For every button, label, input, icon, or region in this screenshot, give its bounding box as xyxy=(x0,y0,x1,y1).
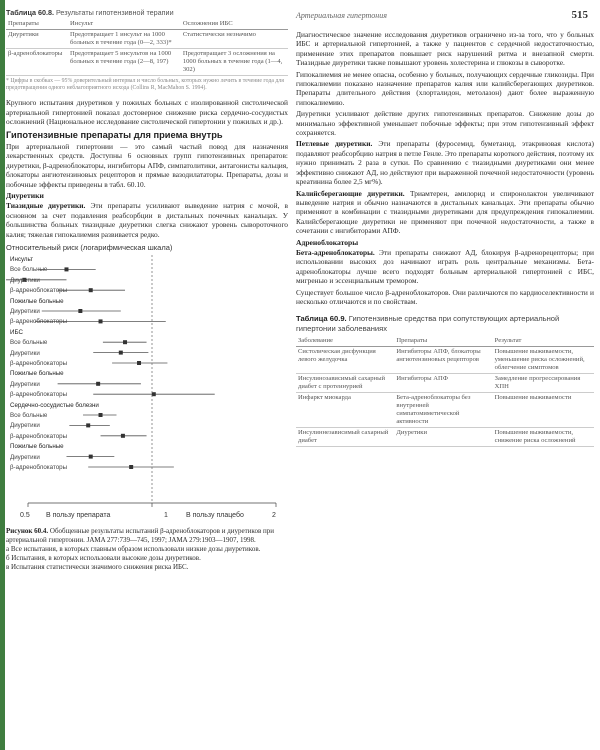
forest-row-label: Диуретики xyxy=(10,276,40,284)
table-cell: Диуретики xyxy=(8,31,39,39)
table-header-cell: Инсульт xyxy=(70,20,94,28)
forest-group-label: Пожилые больные xyxy=(10,443,64,451)
forest-row-label: β-адреноблокаторы xyxy=(10,432,68,440)
table-608-caption: Таблица 60.8. Результаты гипотензивной терапии xyxy=(6,8,174,17)
body-paragraph: Диагностическое значение исследования диуретиков ограничено из-за того, что у больных ИБС и артериальной гипертонией, а также у пациентов с сердечной недостаточностью, применение этих препаратов повышает риск нарушений ритма и внезапной смерти. Тиазидные диуретики также повышают уровень холестерина и глюкозы в сыворотке. xyxy=(296,30,594,68)
point-estimate xyxy=(123,340,127,344)
chart-title: Относительный риск (логарифмическая шкала) xyxy=(6,243,173,253)
table-header-cell: Заболевание xyxy=(298,337,333,345)
list-item: а Все испытания, в которых главным образом использовали низкие дозы диуретиков. xyxy=(6,545,261,554)
forest-row-label: β-адреноблокаторы xyxy=(10,287,68,295)
table-cell: Повышение выживаемости, уменьшение риска осложнений, облегчение симптомов xyxy=(494,348,585,372)
forest-row-label: β-адреноблокаторы xyxy=(10,360,68,368)
table-header-cell: Препараты xyxy=(396,337,428,345)
table-cell: Повышение выживаемости xyxy=(494,394,572,402)
table-cell: Инфаркт миокарда xyxy=(298,394,351,402)
forest-row-label: Диуретики xyxy=(10,422,40,430)
body-paragraph: Петлевые диуретики. Эти препараты (фуросемид, буметанид, этакриновая кислота) подавляют реабсорбцию натрия в петле Генле. Это препараты короткого действия, поэтому их нужно принимать 2 раза в сутки. По сравнению с тиазидными диуретиками они менее эффективно снижают АД, но действуют при выраженной почечной недостаточности (уровень креатинина более 2,5 мг%). xyxy=(296,139,594,187)
table-cell: β-адреноблокаторы xyxy=(8,50,63,58)
body-paragraph: Диуретики усиливают действие других гипотензивных препаратов. Снижение дозы до минимально эффективной уменьшает побочные эффекты; при этом гипотензивный эффект сохраняется. xyxy=(296,109,594,138)
forest-row-label: β-адреноблокаторы xyxy=(10,464,68,472)
forest-row-label: Диуретики xyxy=(10,349,40,357)
forest-row-label: Все больные xyxy=(10,266,48,274)
run-in-heading: Калийсберегающие диуретики. xyxy=(296,188,405,198)
table-cell: Статистически незначимо xyxy=(182,31,256,39)
page-edge-bar xyxy=(0,0,5,750)
point-estimate xyxy=(152,392,156,396)
forest-group-label: Пожилые больные xyxy=(10,297,64,305)
forest-row-label: Диуретики xyxy=(10,380,40,388)
point-estimate xyxy=(78,309,82,313)
forest-row-label: β-адреноблокаторы xyxy=(10,391,68,399)
table-row xyxy=(6,30,288,49)
body-paragraph: Гипокалиемия не менее опасна, особенно у больных, получающих сердечные гликозиды. При гипокалиемии показано назначение препаратов калия или калийсберегающих диуретиков. Препараты длительного действия (хлорталидон, метолазон) дают более выраженную гипокалиемию. xyxy=(296,69,594,107)
table-609-block xyxy=(296,314,594,447)
figure-caption: Рисунок 60.4. Обобщенные результаты испытаний β-адреноблокаторов и диуретиков при артериальной гипертонии. JAMA 277:739—745, 1997; JAMA 279:1903—1907, 1998. xyxy=(6,527,275,545)
left-column xyxy=(6,8,288,572)
table-row xyxy=(296,428,594,447)
table-cell: Предотвращает 5 инсультов на 1000 больных в течение года (2—8, 197) xyxy=(70,50,172,66)
table-cell: Ингибиторы АПФ xyxy=(396,375,448,383)
table-cell: Инсулинозависимый сахарный диабет с протеинурией xyxy=(298,375,386,391)
point-estimate xyxy=(99,319,103,323)
forest-row-label: β-адреноблокаторы xyxy=(10,318,68,326)
subsection-title: Адреноблокаторы xyxy=(296,237,359,247)
list-item: б Испытания, в которых использовали высокие дозы диуретиков. xyxy=(6,554,201,563)
table-609-caption: Таблица 60.9. Гипотензивные средства при сопутствующих артериальной гипертонии заболеваниях xyxy=(296,314,560,333)
favor-placebo-label: В пользу плацебо xyxy=(186,512,244,520)
page-number: 515 xyxy=(571,9,588,21)
table-cell: Бета-адреноблокаторы без внутренней симпатомиметической активности xyxy=(396,394,471,426)
forest-group-label: ИБС xyxy=(10,328,23,336)
axis-tick-label: 0.5 xyxy=(20,512,30,520)
section-title: Гипотензивные препараты для приема внутрь xyxy=(6,129,223,140)
body-paragraph: Бета-адреноблокаторы. Эти препараты снижают АД, блокируя β-адренорецепторы; при использовании высоких доз начинают играть роль центральные механизмы. Бета-адреноблокаторы лучше всего подходят больным артериальной гипертонией с ИБС, мигренью и эссенциальным тремором. xyxy=(296,247,595,286)
table-608 xyxy=(6,19,288,76)
table-cell: Диуретики xyxy=(396,429,428,437)
table-row xyxy=(296,347,594,374)
forest-group-label: Инсульт xyxy=(10,256,34,264)
body-paragraph: Калийсберегающие диуретики. Триамтерен, амилорид и спиронолактон увеличивают выведение натрия и обычно назначаются в дистальных канальцах. Эти препараты обычно применяют в комбинации с тиазидными диуретиками для предупреждения гипокалиемии. Калийсберегающие диуретики не применяют при почечной недостаточности, а также в сочетании с ингибиторами АПФ. xyxy=(296,188,594,236)
table-cell: Предотвращает 1 инсульт на 1000 больных в течение года (0—2, 333)* xyxy=(70,31,172,47)
axis-tick-label: 2 xyxy=(272,512,276,520)
list-item: в Испытания статистически значимого снижения риска ИБС. xyxy=(6,563,189,572)
point-estimate xyxy=(89,455,93,459)
table-row xyxy=(6,49,288,76)
table-608-footnote: * Цифры в скобках — 95% доверительный интервал и число больных, которых нужно лечить в течение года для предотвращения одного неблагоприятного исхода (Collins R, MacMahon S. 1994). xyxy=(6,78,284,92)
point-estimate xyxy=(119,351,123,355)
forest-group-label: Пожилые больные xyxy=(10,370,64,378)
table-609 xyxy=(296,336,594,447)
table-header-cell: Препараты xyxy=(8,20,39,28)
figure-notes xyxy=(6,545,288,572)
point-estimate xyxy=(86,423,90,427)
forest-group-label: Сердечно-сосудистые болезни xyxy=(10,401,99,409)
table-header-cell: Результат xyxy=(494,337,522,345)
forest-row-label: Диуретики xyxy=(10,308,40,316)
point-estimate xyxy=(96,382,100,386)
point-estimate xyxy=(89,288,93,292)
body-paragraph: Крупного испытания диуретиков у пожилых больных с изолированной систолической артериальной гипертонией показал достоверное снижение риска сердечно-сосудистых осложнений (Национальное исследование систолической гипертонии у пожилых и др.). xyxy=(6,98,288,127)
table-cell: Повышение выживаемости, снижение риска осложнений xyxy=(494,429,576,445)
body-paragraph: При артериальной гипертонии — это самый частый повод для назначения лекарственных средств. Доступны 6 основных групп гипотензивных препаратов: диуретики, β-адреноблокаторы, ингибиторы АПФ, симпатолитики, антагонисты кальция, блокаторы ангиотензиновых рецепторов и прямые вазодилататоры. Препараты, дозы и побочные эффекты приведены в табл. 60.10. xyxy=(6,142,288,189)
point-estimate xyxy=(137,361,141,365)
table-row xyxy=(296,393,594,428)
run-in-heading: Бета-адреноблокаторы. xyxy=(296,247,375,257)
axis-tick-label: 1 xyxy=(164,512,168,520)
forest-plot xyxy=(6,243,288,523)
table-cell: Замедление прогрессирования ХПН xyxy=(494,375,581,391)
table-cell: Ингибиторы АПФ, блокаторы ангиотензиновых рецепторов xyxy=(396,348,481,364)
right-column xyxy=(296,30,594,447)
run-in-heading: Петлевые диуретики. xyxy=(296,139,373,149)
table-cell: Инсулиннезависимый сахарный диабет xyxy=(298,429,389,445)
point-estimate xyxy=(64,267,68,271)
point-estimate xyxy=(99,413,103,417)
point-estimate xyxy=(121,434,125,438)
favor-drug-label: В пользу препарата xyxy=(46,512,111,520)
running-header: Артериальная гипертония xyxy=(296,11,387,20)
body-paragraph: Тиазидные диуретики. Эти препараты усиливают выведение натрия с мочой, в основном за счет подавления реабсорбции в дистальных почечных канальцах. У большинства больных тиазидные диуретики слегка снижают уровень сывороточного калия; тяжелая гипокалиемия развивается редко. xyxy=(6,201,288,239)
forest-row-label: Диуретики xyxy=(10,453,40,461)
forest-row-label: Все больные xyxy=(10,339,48,347)
table-cell: Предотвращает 3 осложнения на 1000 больных в течение года (1—4, 302) xyxy=(182,50,283,74)
point-estimate xyxy=(129,465,133,469)
table-cell: Систолическая дисфункция левого желудочка xyxy=(298,348,376,364)
forest-row-label: Все больные xyxy=(10,412,48,420)
subsection-title: Диуретики xyxy=(6,191,44,201)
table-header-cell: Осложнения ИБС xyxy=(182,20,233,28)
table-row xyxy=(296,374,594,393)
body-paragraph: Существует большое число β-адреноблокаторов. Они различаются по кардиоселективности и несколько отличаются и по свойствам. xyxy=(296,287,594,306)
run-in-heading: Тиазидные диуретики. xyxy=(6,201,86,211)
